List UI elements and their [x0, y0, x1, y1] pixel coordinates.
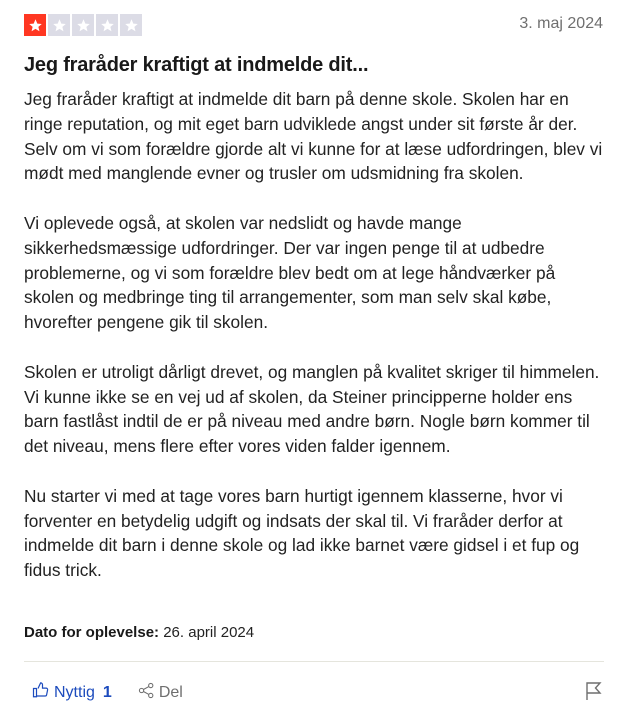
star-icon-empty	[48, 14, 70, 36]
experience-date	[24, 624, 254, 641]
experience-label: Dato for oplevelse:	[24, 624, 160, 641]
star-icon-empty	[120, 14, 142, 36]
star-icon-empty	[72, 14, 94, 36]
useful-button[interactable]	[32, 681, 112, 704]
star-icon-filled	[24, 14, 46, 36]
review-body	[24, 87, 608, 608]
report-button[interactable]	[585, 681, 603, 706]
flag-icon	[585, 688, 603, 705]
review-paragraph: Jeg fraråder kraftigt at indmelde dit barn på denne skole. Skolen har en ringe reputation, og mit eget barn udviklede angst under sit første år der. Selv om vi som forældre gjorde alt vi kunne for at læse udfordringen, blev vi mødt med manglende evner og trusler om udsmidning fra skolen.	[24, 89, 603, 184]
share-label: Del	[158, 683, 183, 701]
review-paragraph: Nu starter vi med at tage vores barn hurtigt igennem klasserne, hvor vi forventer en betydelig udgift og indsats der skal til. Vi fraråder derfor at indmelde dit barn i denne skole og lad ikke barnet være gidsel i et fup og fidus trick.	[24, 485, 580, 581]
useful-label: Nyttig	[54, 683, 95, 701]
divider	[24, 661, 604, 662]
review-paragraph: Vi oplevede også, at skolen var nedslidt og havde mange sikkerhedsmæssige udfordringer. Der var ingen penge til at udbedre problemerne, og vi som forældre blev bedt om at lege håndværker på skolen og medbringe ting til arrangementer, som man selv skal købe, hvorefter pengene gik til skolen.	[24, 212, 556, 333]
share-button[interactable]	[138, 682, 183, 704]
star-icon-empty	[96, 14, 118, 36]
review-actions	[32, 681, 183, 704]
thumbs-up-icon	[32, 681, 50, 704]
share-icon	[138, 682, 155, 704]
star-rating	[24, 14, 142, 36]
review-paragraph: Skolen er utroligt dårligt drevet, og manglen på kvalitet skriger til himmelen. Vi kunne ikke se en vej ud af skolen, da Steiner principperne holder ens barn fastlåst indtil de er på niveau med andre børn. Nogle børn kommer til det niveau, mens flere efter vores viden falder igennem.	[24, 361, 600, 457]
review-date: 3. maj 2024	[519, 15, 603, 32]
review-title[interactable]: Jeg fraråder kraftigt at indmelde dit...	[24, 54, 369, 76]
useful-count: 1	[102, 683, 112, 701]
experience-value: 26. april 2024	[163, 624, 255, 641]
